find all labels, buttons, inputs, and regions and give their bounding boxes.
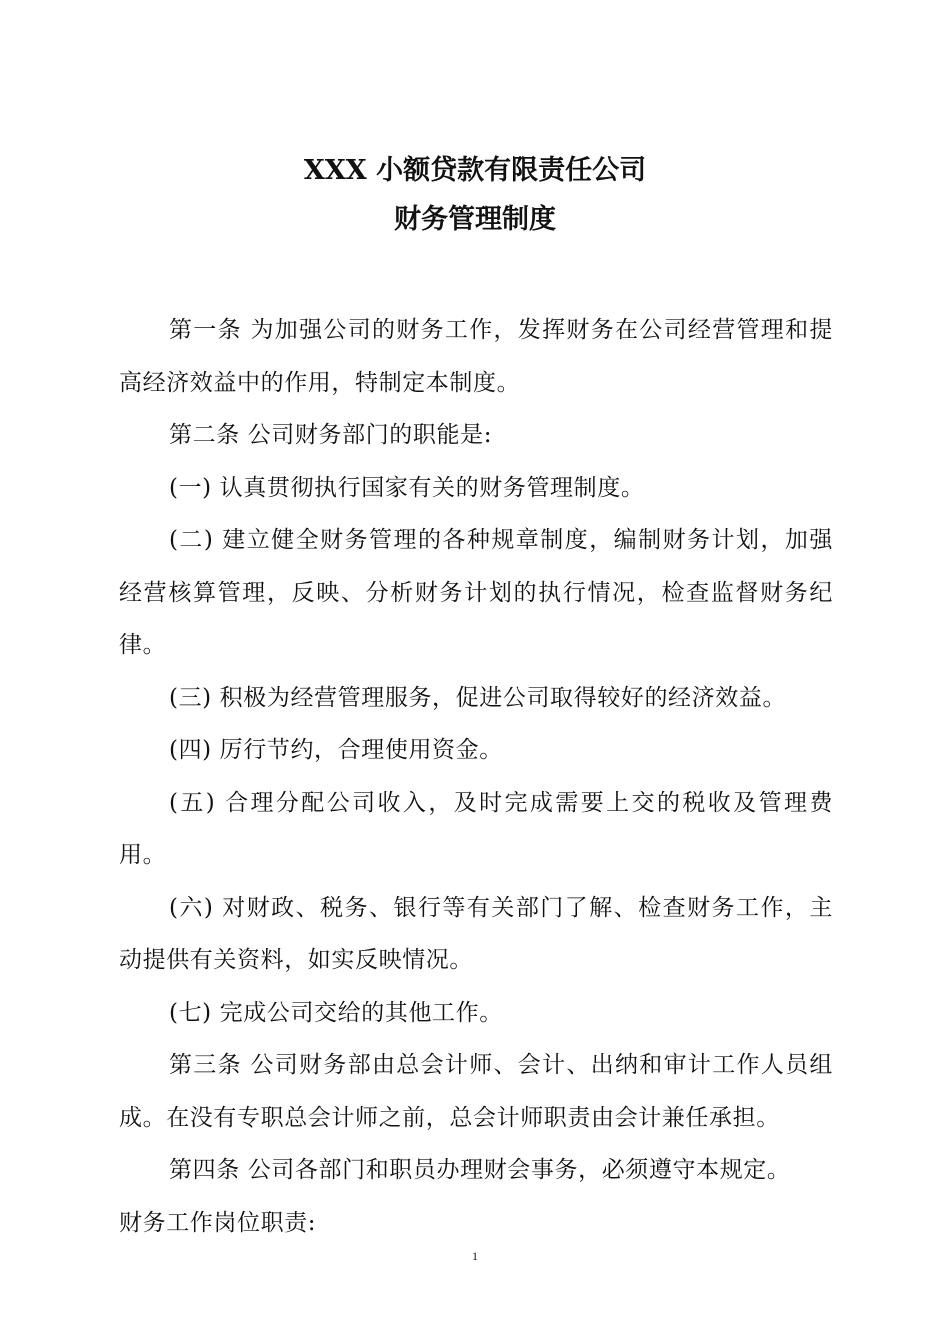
article-4-paragraph: 第四条 公司各部门和职员办理财会事务，必须遵守本规定。 — [169, 1157, 791, 1183]
clause-6-paragraph: (六) 对财政、税务、银行等有关部门了解、检查财务工作，主动提供有关资料，如实反映情况。 — [119, 894, 833, 973]
clause-3-paragraph: (三) 积极为经营管理服务，促进公司取得较好的经济效益。 — [169, 684, 787, 711]
clause-1-paragraph: (一) 认真贯彻执行国家有关的财务管理制度。 — [169, 474, 645, 501]
clause-4-paragraph: (四) 厉行节约，合理使用资金。 — [169, 737, 503, 763]
article-1-paragraph: 第一条 为加强公司的财务工作，发挥财务在公司经营管理和提高经济效益中的作用，特制定本制度。 — [119, 317, 833, 396]
page-number: 1 — [472, 1249, 478, 1263]
article-2-paragraph: 第二条 公司财务部门的职能是: — [169, 422, 493, 448]
article-3-paragraph: 第三条 公司财务部由总会计师、会计、出纳和审计工作人员组成。在没有专职总会计师之前，总会计师职责由会计兼任承担。 — [119, 1052, 833, 1131]
job-duties-heading: 财务工作岗位职责: — [119, 1209, 317, 1236]
document-title-company: XXX 小额贷款有限责任公司 — [303, 155, 647, 186]
clause-5-paragraph: (五) 合理分配公司收入，及时完成需要上交的税收及管理费用。 — [119, 789, 833, 868]
document-body — [119, 304, 833, 1249]
clause-2-paragraph: (二) 建立健全财务管理的各种规章制度，编制财务计划，加强经营核算管理，反映、分析财务计划的执行情况，检查监督财务纪律。 — [119, 527, 833, 658]
document-title-regulation: 财务管理制度 — [394, 204, 556, 235]
clause-7-paragraph: (七) 完成公司交给的其他工作。 — [169, 999, 503, 1026]
